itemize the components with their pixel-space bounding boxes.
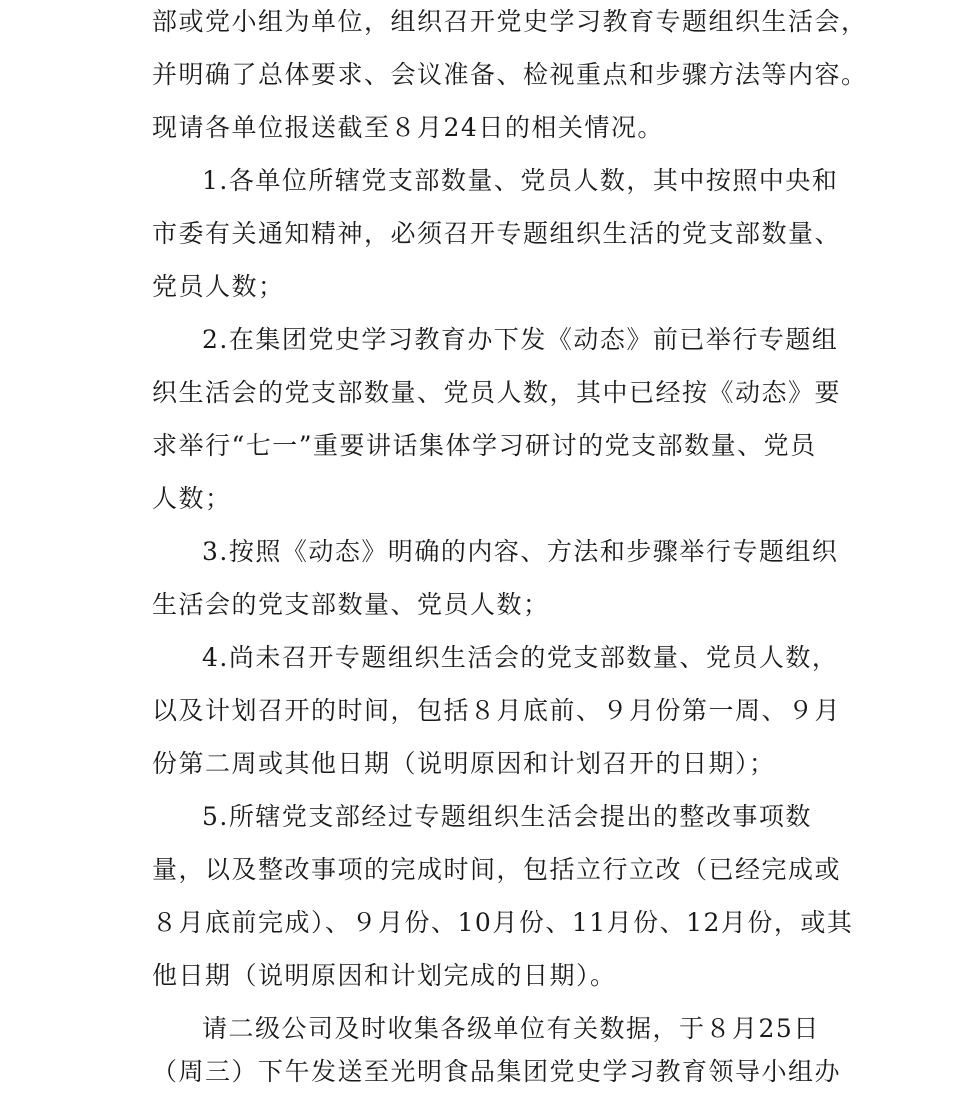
text-line: 织生活会的党支部数量、党员人数，其中已经按《动态》要 [152, 378, 842, 407]
text-line: 份第二周或其他日期（说明原因和计划召开的日期）； [152, 749, 776, 778]
text-line: 现请各单位报送截至８月24日的相关情况。 [152, 113, 664, 142]
text-line: 党员人数； [152, 272, 285, 301]
text-line: 量，以及整改事项的完成时间，包括立行立改（已经完成或 [152, 855, 842, 884]
text-line: 以及计划召开的时间，包括８月底前、９月份第一周、９月 [152, 696, 842, 725]
text-line: 1.各单位所辖党支部数量、党员人数，其中按照中央和 [202, 166, 839, 195]
text-line: 生活会的党支部数量、党员人数； [152, 590, 550, 619]
text-line: 求举行“七一”重要讲话集体学习研讨的党支部数量、党员 [152, 431, 817, 460]
text-line: 5.所辖党支部经过专题组织生活会提出的整改事项数 [202, 802, 812, 831]
text-line: 4.尚未召开专题组织生活会的党支部数量、党员人数， [202, 643, 839, 672]
text-line: （周三）下午发送至光明食品集团党史学习教育领导小组办 [152, 1057, 842, 1086]
text-line: ８月底前完成）、９月份、10月份、11月份、12月份，或其 [152, 908, 854, 937]
text-line: 市委有关通知精神，必须召开专题组织生活的党支部数量、 [152, 219, 842, 248]
text-line: 他日期（说明原因和计划完成的日期）。 [152, 961, 617, 990]
text-line: 2.在集团党史学习教育办下发《动态》前已举行专题组 [202, 325, 839, 354]
text-line: 3.按照《动态》明确的内容、方法和步骤举行专题组织 [202, 537, 839, 566]
text-line: 并明确了总体要求、会议准备、检视重点和步骤方法等内容。 [152, 60, 868, 89]
text-line: 请二级公司及时收集各级单位有关数据，于８月25日 [202, 1014, 820, 1043]
text-line: 人数； [152, 484, 232, 513]
text-line: 部或党小组为单位，组织召开党史学习教育专题组织生活会， [152, 7, 868, 36]
